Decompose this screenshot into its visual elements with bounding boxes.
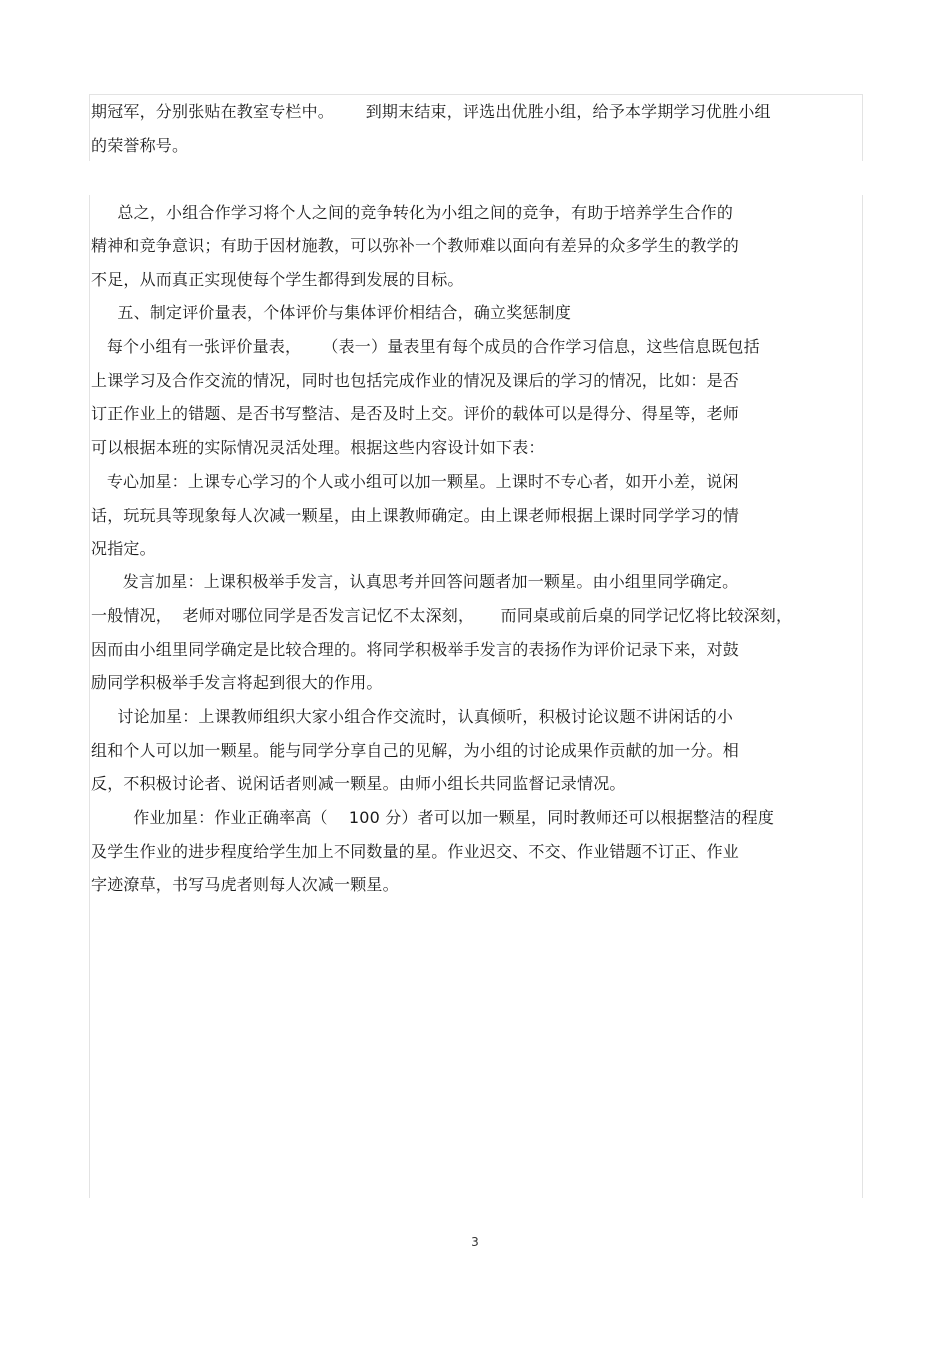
text-line: 精神和竞争意识；有助于因材施教，可以弥补一个教师难以面向有差异的众多学生的教学的	[91, 236, 740, 255]
text-line: 专心加星：上课专心学习的个人或小组可以加一颗星。上课时不专心者，如开小差，说闲	[91, 472, 739, 491]
text-line: 组和个人可以加一颗星。能与同学分享自己的见解，为小组的讨论成果作贡献的加一分。相	[91, 741, 740, 760]
text-line: 反，不积极讨论者、说闲话者则减一颗星。由师小组长共同监督记录情况。	[91, 774, 626, 793]
text-line: 期冠军，分别张贴在教室专栏中。 到期末结束，评选出优胜小组，给予本学期学习优胜小组	[91, 102, 771, 121]
text-line: 话，玩玩具等现象每人次减一颗星，由上课教师确定。由上课老师根据上课时同学学习的情	[91, 506, 740, 525]
text-line: 总之，小组合作学习将个人之间的竞争转化为小组之间的竞争，有助于培养学生合作的	[91, 203, 734, 222]
text-line: 发言加星：上课积极举手发言，认真思考并回答问题者加一颗星。由小组里同学确定。	[91, 572, 739, 591]
text-line: 况指定。	[91, 539, 156, 558]
text-line: 作业加星：作业正确率高（ 100 分）者可以加一颗星，同时教师还可以根据整洁的程度	[91, 808, 775, 827]
text-line: 订正作业上的错题、是否书写整洁、是否及时上交。评价的载体可以是得分、得星等，老师	[91, 404, 740, 423]
text-line: 讨论加星：上课教师组织大家小组合作交流时，认真倾听，积极讨论议题不讲闲话的小	[91, 707, 734, 726]
text-line: 可以根据本班的实际情况灵活处理。根据这些内容设计如下表：	[91, 438, 545, 457]
text-line: 不足，从而真正实现使每个学生都得到发展的目标。	[91, 270, 464, 289]
section-heading: 五、制定评价量表，个体评价与集体评价相结合，确立奖惩制度	[91, 303, 572, 322]
page-number: 3	[471, 1235, 479, 1249]
text-line: 上课学习及合作交流的情况，同时也包括完成作业的情况及课后的学习的情况，比如：是否	[91, 371, 740, 390]
text-line: 励同学积极举手发言将起到很大的作用。	[91, 673, 383, 692]
text-line: 每个小组有一张评价量表， （表一）量表里有每个成员的合作学习信息，这些信息既包括	[91, 337, 760, 356]
text-line: 字迹潦草，书写马虎者则每人次减一颗星。	[91, 875, 399, 894]
text-line: 一般情况， 老师对哪位同学是否发言记忆不太深刻， 而同桌或前后桌的同学记忆将比较深刻，	[91, 606, 793, 625]
text-line: 的荣誉称号。	[91, 136, 189, 155]
text-line: 因而由小组里同学确定是比较合理的。将同学积极举手发言的表扬作为评价记录下来，对鼓	[91, 640, 740, 659]
text-line: 及学生作业的进步程度给学生加上不同数量的星。作业迟交、不交、作业错题不订正、作业	[91, 842, 740, 861]
